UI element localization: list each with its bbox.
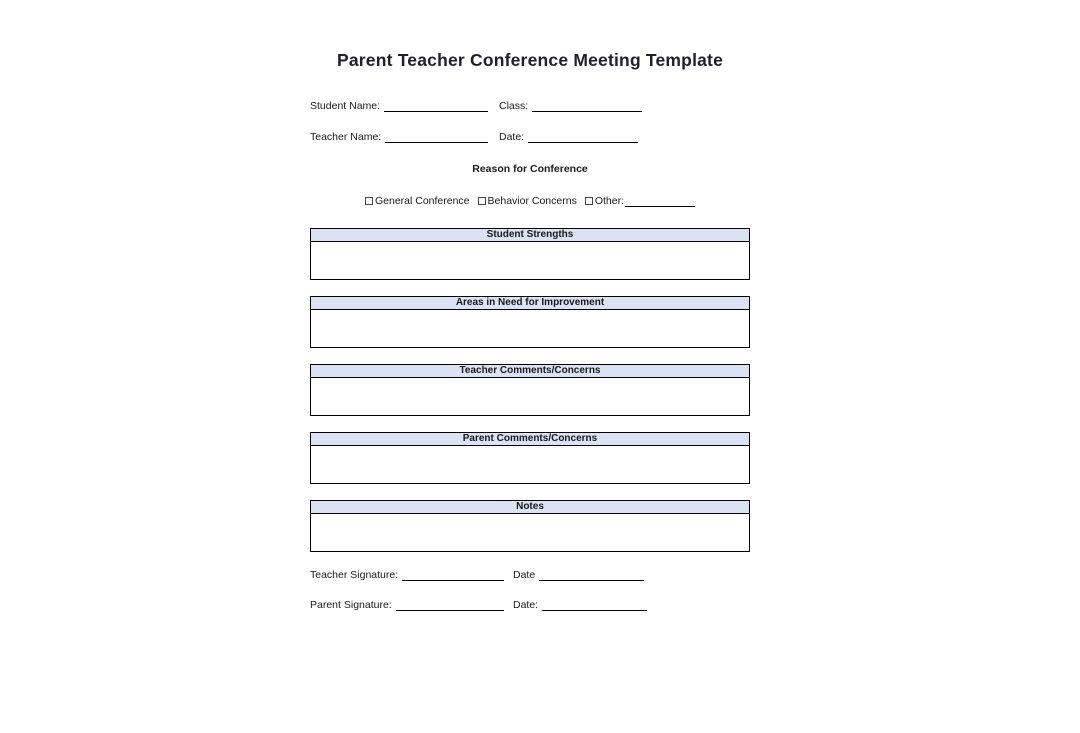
date-label: Date: xyxy=(499,131,525,143)
section-content-area[interactable] xyxy=(310,242,750,280)
section-student-strengths xyxy=(310,228,750,280)
student-name-blank[interactable] xyxy=(384,100,488,112)
section-title: Notes xyxy=(516,501,544,512)
checkbox-icon[interactable] xyxy=(478,197,486,205)
teacher-date-row xyxy=(310,130,750,143)
section-teacher-comments xyxy=(310,364,750,416)
section-header xyxy=(310,364,750,378)
date-field xyxy=(499,131,638,143)
parent-signature-row xyxy=(310,598,750,611)
teacher-signature-label: Teacher Signature: xyxy=(310,569,399,581)
section-parent-comments xyxy=(310,432,750,484)
section-content-area[interactable] xyxy=(310,514,750,552)
section-header xyxy=(310,228,750,242)
other-blank[interactable] xyxy=(625,195,695,207)
date-label: Date xyxy=(513,569,536,581)
section-title: Parent Comments/Concerns xyxy=(462,433,598,444)
section-title: Student Strengths xyxy=(486,229,574,240)
class-field xyxy=(499,100,642,112)
section-title: Teacher Comments/Concerns xyxy=(459,365,601,376)
section-notes xyxy=(310,500,750,552)
date-label: Date: xyxy=(513,599,539,611)
parent-signature-date-field xyxy=(513,599,647,611)
section-header xyxy=(310,432,750,446)
option-label: General Conference xyxy=(374,195,470,207)
section-header xyxy=(310,500,750,514)
conference-form xyxy=(310,50,750,628)
class-label: Class: xyxy=(499,100,529,112)
section-content-area[interactable] xyxy=(310,310,750,348)
section-title: Areas in Need for Improvement xyxy=(455,297,605,308)
section-areas-improvement xyxy=(310,296,750,348)
section-header xyxy=(310,296,750,310)
option-label: Behavior Concerns xyxy=(487,195,577,207)
teacher-signature-blank[interactable] xyxy=(402,569,504,581)
parent-signature-field xyxy=(310,599,504,611)
teacher-signature-date-blank[interactable] xyxy=(539,569,644,581)
teacher-name-label: Teacher Name: xyxy=(310,131,382,143)
teacher-name-field xyxy=(310,131,488,143)
section-content-area[interactable] xyxy=(310,378,750,416)
student-name-label: Student Name: xyxy=(310,100,381,112)
class-blank[interactable] xyxy=(532,100,642,112)
reason-heading: Reason for Conference xyxy=(472,163,588,175)
checkbox-icon[interactable] xyxy=(365,197,373,205)
option-other[interactable] xyxy=(585,195,695,207)
teacher-signature-row xyxy=(310,568,750,581)
student-name-field xyxy=(310,100,488,112)
option-general-conference[interactable] xyxy=(365,195,470,207)
date-blank[interactable] xyxy=(528,131,638,143)
teacher-signature-field xyxy=(310,569,504,581)
reason-options-row xyxy=(310,194,750,207)
option-behavior-concerns[interactable] xyxy=(478,195,577,207)
teacher-signature-date-field xyxy=(513,569,644,581)
teacher-name-blank[interactable] xyxy=(385,131,488,143)
checkbox-icon[interactable] xyxy=(585,197,593,205)
student-class-row xyxy=(310,99,750,112)
parent-signature-date-blank[interactable] xyxy=(542,599,647,611)
parent-signature-label: Parent Signature: xyxy=(310,599,392,611)
parent-signature-blank[interactable] xyxy=(396,599,504,611)
section-content-area[interactable] xyxy=(310,446,750,484)
page-title: Parent Teacher Conference Meeting Template xyxy=(336,50,724,70)
option-label: Other: xyxy=(594,195,625,207)
